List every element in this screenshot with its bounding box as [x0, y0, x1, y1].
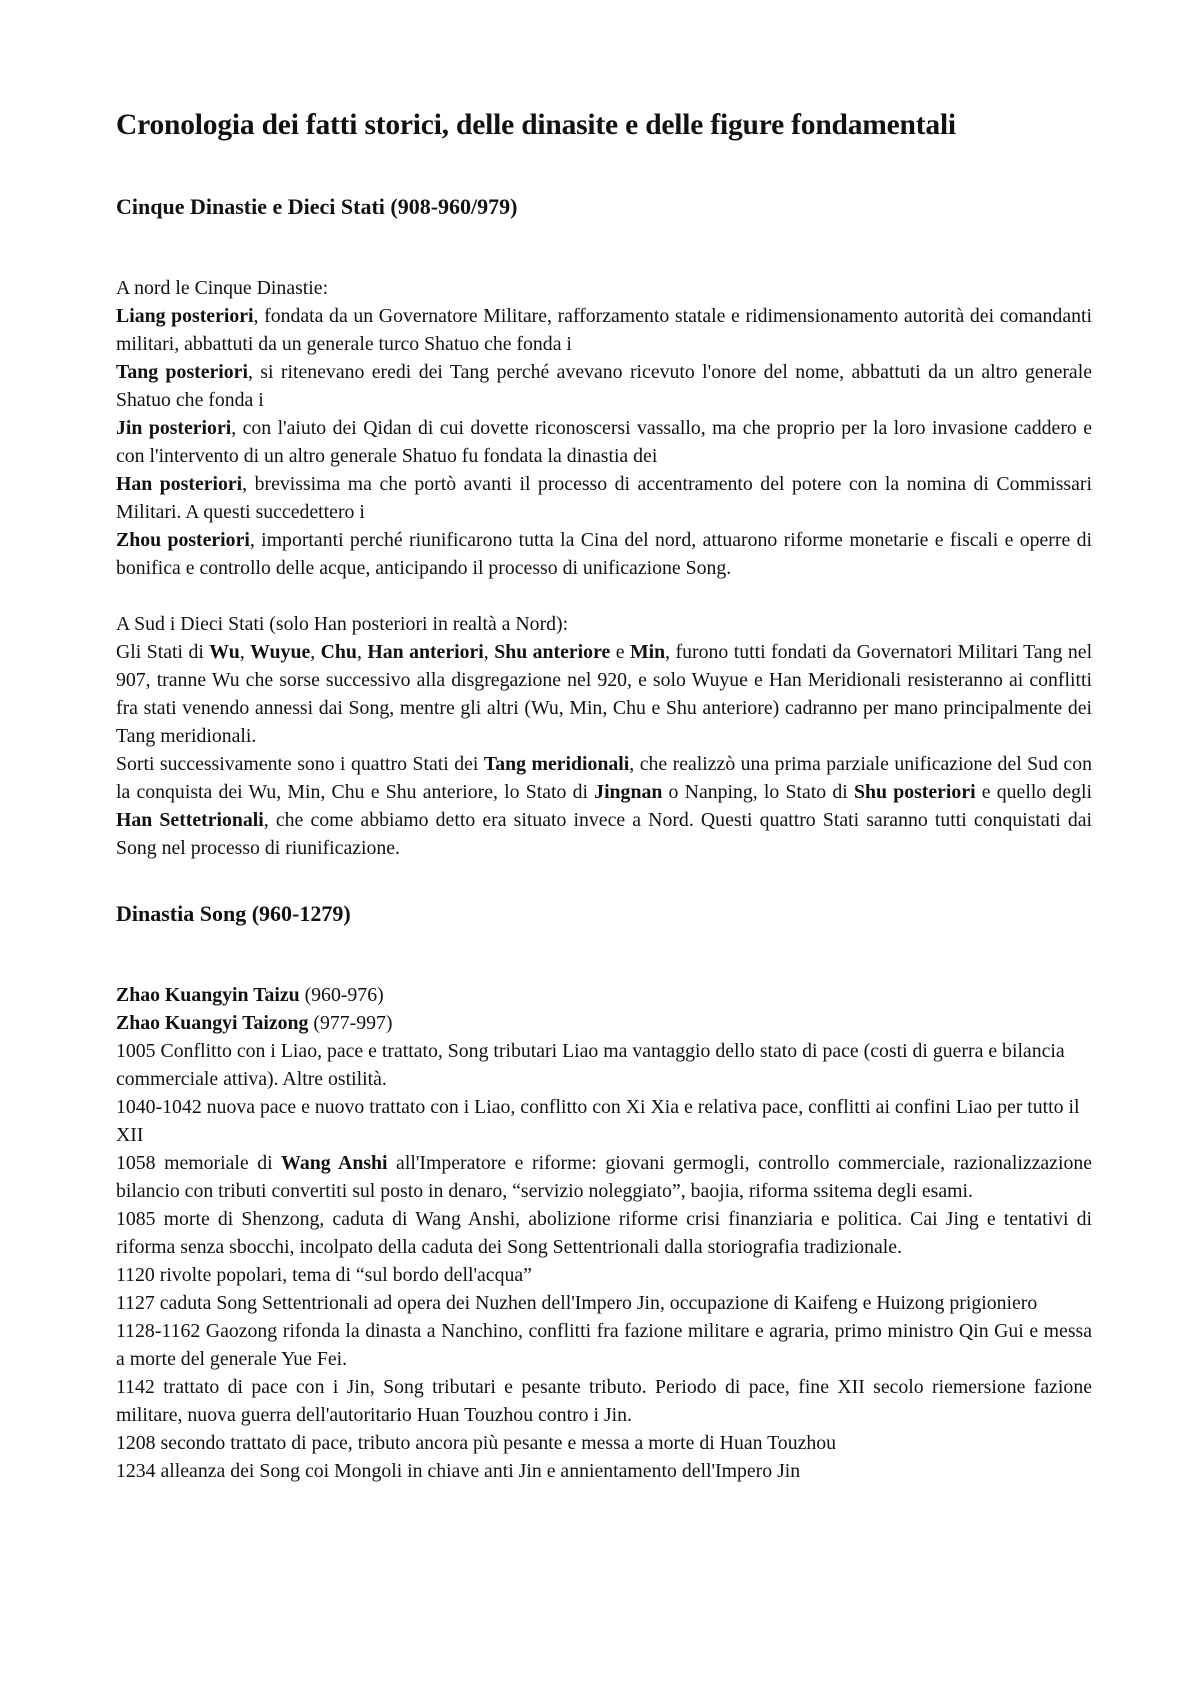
dynasty-name: Tang posteriori [116, 360, 248, 383]
dynasty-name: Han posteriori [116, 472, 243, 495]
dynasty-name: Liang posteriori [116, 304, 254, 327]
section-heading: Cinque Dinastie e Dieci Stati (908-960/979) [116, 194, 518, 220]
paragraph: Sorti successivamente sono i quattro Stati dei Tang meridionali, che realizzò una prima parziale unificazione del Sud con la conquista dei Wu, Min, Chu e Shu anteriore, lo Stato di Jingnan o Nanping, lo Stato di Shu posteriori e quello degli Han Settetrionali, che come abbiamo detto era situato invece a Nord. Questi quattro Stati saranno tutti conquistati dai Song nel processo di riunificazione. [116, 752, 1092, 859]
event-entry: 1127 caduta Song Settentrionali ad opera dei Nuzhen dell'Impero Jin, occupazione di Kaifeng e Huizong prigioniero [116, 1291, 1038, 1314]
event-entry: 1128-1162 Gaozong rifonda la dinasta a Nanchino, conflitti fra fazione militare e agraria, primo ministro Qin Gui e messa a morte del generale Yue Fei. [116, 1319, 1092, 1370]
event-entry: 1142 trattato di pace con i Jin, Song tributari e pesante tributo. Periodo di pace, fine XII secolo riemersione fazione militare, nuova guerra dell'autoritario Huan Touzhou contro i Jin. [116, 1375, 1092, 1426]
paragraph: Han posteriori, brevissima ma che portò avanti il processo di accentramento del potere con la nomina di Commissari Militari. A questi succedettero i [116, 472, 1092, 523]
section-song-dynasty [116, 900, 1092, 1485]
event-entry: 1005 Conflitto con i Liao, pace e trattato, Song tributari Liao ma vantaggio dello stato di pace (costi di guerra e bilancia commerciale attiva). Altre ostilità. [116, 1039, 1065, 1090]
event-entry: 1234 alleanza dei Song coi Mongoli in chiave anti Jin e annientamento dell'Impero Jin [116, 1459, 801, 1482]
paragraph: A Sud i Dieci Stati (solo Han posteriori in realtà a Nord): [116, 612, 569, 635]
event-entry: 1120 rivolte popolari, tema di “sul bordo dell'acqua” [116, 1263, 532, 1286]
dynasty-name: Zhou posteriori [116, 528, 250, 551]
section-five-dynasties [116, 193, 1092, 862]
event-entry: 1058 memoriale di Wang Anshi all'Imperatore e riforme: giovani germogli, controllo commerciale, razionalizzazione bilancio con tributi convertiti sul posto in denaro, “servizio noleggiato”, baojia, riforma ssitema degli esami. [116, 1151, 1092, 1202]
paragraph: Zhou posteriori, importanti perché riunificarono tutta la Cina del nord, attuarono riforme monetarie e fiscali e operre di bonifica e controllo delle acque, anticipando il processo di unificazione Song. [116, 528, 1093, 579]
paragraph: Liang posteriori, fondata da un Governatore Militare, rafforzamento statale e ridimensionamento autorità dei comandanti militari, abbattuti da un generale turco Shatuo che fonda i [116, 304, 1092, 355]
paragraph: Gli Stati di Wu, Wuyue, Chu, Han anteriori, Shu anteriore e Min, furono tutti fondati da Governatori Militari Tang nel 907, tranne Wu che sorse successivo alla disgregazione nel 920, e solo Wuyue e Han Meridionali resisteranno ai conflitti fra stati venendo annessi dai Song, mentre gli altri (Wu, Min, Chu e Shu anteriore) cadranno per mano principalmente dei Tang meridionali. [116, 640, 1093, 747]
emperor-entry: Zhao Kuangyi Taizong (977-997) [116, 1011, 393, 1034]
section-heading: Dinastia Song (960-1279) [116, 900, 351, 926]
dynasty-name: Jin posteriori [116, 416, 232, 439]
paragraph: A nord le Cinque Dinastie: [116, 276, 329, 299]
emperor-entry: Zhao Kuangyin Taizu (960-976) [116, 983, 384, 1006]
event-entry: 1085 morte di Shenzong, caduta di Wang Anshi, abolizione riforme crisi finanziaria e politica. Cai Jing e tentativi di riforma senza sbocchi, incolpato della caduta dei Song Settentrionali dalla storiografia tradizionale. [116, 1207, 1092, 1258]
paragraph: Tang posteriori, si ritenevano eredi dei Tang perché avevano ricevuto l'onore del nome, abbattuti da un altro generale Shatuo che fonda i [116, 360, 1092, 411]
document-title: Cronologia dei fatti storici, delle dinasite e delle figure fondamentali [116, 109, 956, 141]
event-entry: 1208 secondo trattato di pace, tributo ancora più pesante e messa a morte di Huan Touzhou [116, 1431, 837, 1454]
paragraph: Jin posteriori, con l'aiuto dei Qidan di cui dovette riconoscersi vassallo, ma che proprio per la loro invasione caddero e con l'intervento di un altro generale Shatuo fu fondata la dinastia dei [116, 416, 1092, 467]
event-entry: 1040-1042 nuova pace e nuovo trattato con i Liao, conflitto con Xi Xia e relativa pace, conflitti ai confini Liao per tutto il XII [116, 1095, 1080, 1146]
